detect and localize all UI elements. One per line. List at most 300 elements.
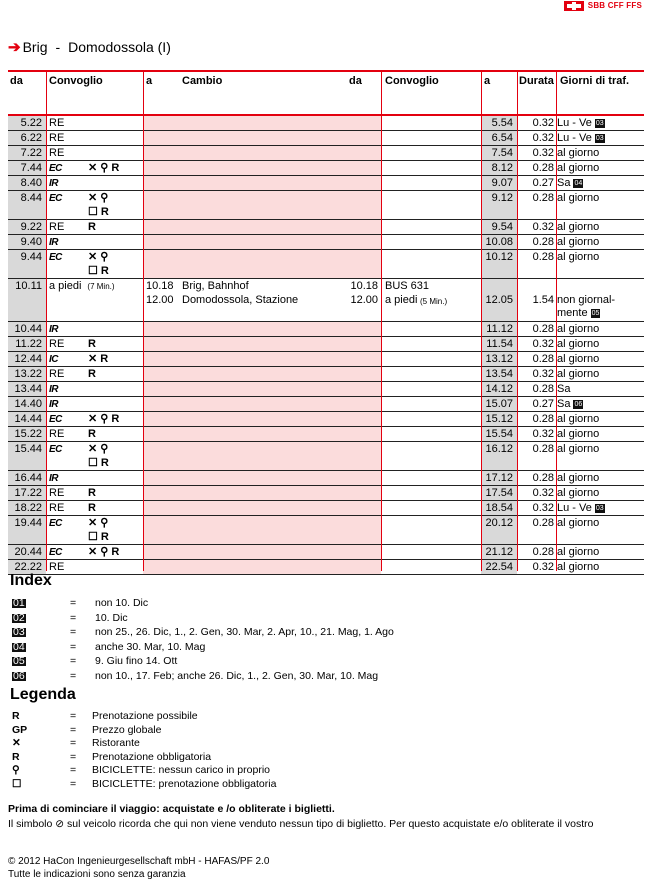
train-type-label: RE (49, 132, 65, 144)
service-icons: ✕ ⚲ R (88, 546, 120, 558)
note-badge: 03 (595, 119, 604, 127)
note-badge: 05 (13, 655, 25, 667)
service-days-label: al giorno (557, 413, 600, 425)
note-badge: 02 (13, 611, 25, 624)
table-row (8, 367, 644, 382)
train-type (49, 368, 64, 381)
departure-time: 11.22 (15, 338, 42, 350)
service-icons: ✕ R (88, 353, 109, 365)
arrival-time: 10.08 (485, 236, 513, 248)
header-da2: da (349, 75, 362, 87)
service-days-label: al giorno (557, 147, 600, 159)
swiss-flag-icon (564, 1, 584, 11)
service-icons: ✕ ⚲ R (88, 413, 120, 425)
legend-equals: = (70, 710, 77, 722)
arrival-time: 14.12 (485, 383, 513, 395)
notice-title: Prima di cominciare il viaggio: acquistate e /o obliterate i biglietti. (8, 803, 335, 815)
table-row (8, 382, 644, 397)
change-station: Brig, Bahnhof (182, 280, 249, 292)
train-type (49, 398, 58, 411)
service-days-label: al giorno (557, 472, 600, 484)
service-days (557, 413, 599, 426)
arrival-time: 13.54 (485, 368, 513, 380)
departure-time: 14.40 (14, 398, 42, 410)
duration: 0.28 (532, 236, 554, 248)
service-days (557, 487, 599, 500)
legend-text: Prezzo globale (92, 723, 162, 736)
footer-copyright: © 2012 HaCon Ingenieurgesellschaft mbH - HAFAS/PF 2.0 (8, 856, 270, 867)
train-type (49, 472, 58, 485)
service-days (557, 561, 599, 574)
legend-symbol: ☐ (12, 777, 22, 790)
change-cell-bg (143, 501, 381, 515)
arrival-time: 15.54 (485, 428, 513, 440)
departure-time: 14.44 (14, 413, 42, 425)
service-days-label: al giorno (557, 368, 600, 380)
service-days (557, 338, 599, 351)
service-days (557, 162, 599, 175)
duration: 0.28 (532, 413, 554, 425)
train-type (49, 132, 64, 145)
change-time: 10.18 (146, 280, 174, 292)
change-train: a piedi (385, 294, 418, 306)
service-icons: ☐ R (88, 206, 109, 218)
column-divider (517, 70, 518, 571)
table-row (8, 337, 644, 352)
service-icons: ✕ ⚲ (88, 251, 109, 263)
service-days (557, 502, 605, 515)
arrival-time: 9.12 (491, 192, 513, 204)
change-cell-bg (143, 131, 381, 145)
legend-title: Legenda (10, 686, 76, 703)
train-type (49, 428, 64, 441)
change-train: BUS 631 (385, 280, 430, 292)
departure-time: 15.22 (14, 428, 42, 440)
departure-time: 13.44 (14, 383, 42, 395)
table-row (8, 352, 644, 367)
service-days-label: Lu - Ve (557, 117, 592, 129)
duration: 0.28 (532, 546, 554, 558)
train-type (49, 236, 58, 249)
departure-time: 7.44 (20, 162, 42, 174)
departure-time: 5.22 (20, 117, 42, 129)
train-type-label: IR (49, 178, 58, 189)
train-type-label: RE (49, 368, 65, 380)
duration: 0.28 (532, 472, 554, 484)
service-icons: R (88, 221, 96, 233)
train-type-label: RE (49, 147, 65, 159)
header-convoglio2: Convoglio (385, 75, 439, 87)
header-cambio: Cambio (182, 75, 223, 87)
departure-time: 9.22 (20, 221, 42, 233)
train-type-label: RE (49, 428, 65, 440)
table-row (8, 397, 644, 412)
change-cell-bg (143, 220, 381, 234)
service-days-label: al giorno (557, 443, 600, 455)
arrival-time: 11.12 (486, 323, 513, 335)
legend-text: Prenotazione obbligatoria (92, 750, 212, 763)
arrival-time: 13.12 (485, 353, 513, 365)
index-equals: = (70, 640, 77, 653)
legend-symbol: GP (12, 723, 28, 736)
service-icons: R (88, 368, 96, 380)
route-separator: - (55, 39, 61, 55)
index-equals: = (70, 669, 77, 682)
table-row (8, 131, 644, 146)
train-type (49, 251, 62, 264)
timetable (8, 70, 644, 571)
index-text: non 10., 17. Feb; anche 26. Dic, 1., 2. Gen, 30. Mar, 10. Mag (95, 669, 379, 682)
service-days-label: al giorno (557, 517, 600, 529)
service-days (557, 517, 599, 530)
duration: 0.27 (532, 177, 554, 189)
arrival-time: 17.12 (485, 472, 513, 484)
service-days-label: al giorno (557, 487, 600, 499)
legend-text: Ristorante (92, 737, 140, 749)
change-dep-time: 12.00 (350, 294, 378, 306)
table-row (8, 176, 644, 191)
train-type-label: EC (49, 414, 62, 425)
change-cell-bg (143, 545, 381, 559)
note-badge: 06 (13, 669, 25, 682)
departure-time: 9.44 (20, 251, 42, 263)
service-days-label: Sa (557, 177, 571, 189)
train-type-label: RE (49, 561, 65, 573)
index-equals: = (70, 611, 77, 624)
departure-time: 19.44 (14, 517, 42, 529)
change-time: 12.00 (146, 294, 174, 306)
train-type-label: RE (49, 338, 65, 350)
service-days-label: Sa (557, 398, 571, 410)
table-row (8, 146, 644, 161)
table-header (8, 70, 644, 116)
duration: 0.28 (532, 251, 554, 263)
train-type-label: IR (49, 384, 58, 395)
index-text: anche 30. Mar, 10. Mag (95, 640, 206, 653)
change-cell-bg (143, 397, 381, 411)
train-type-label: RE (49, 502, 65, 514)
table-row (8, 516, 644, 545)
arrival-time: 12.05 (485, 294, 513, 306)
service-icons: R (88, 428, 96, 440)
train-type (49, 177, 58, 190)
departure-time: 7.22 (20, 147, 42, 159)
duration: 0.32 (532, 221, 554, 233)
service-days-label: Sa (557, 383, 571, 395)
header-giorni: Giorni di traf. (560, 75, 630, 87)
service-days-label: al giorno (557, 251, 600, 263)
train-type-label: EC (49, 547, 62, 558)
service-days (557, 147, 599, 160)
service-days-label: al giorno (557, 221, 600, 233)
train-type (49, 353, 58, 366)
service-days (557, 294, 615, 307)
column-divider (381, 70, 382, 571)
change-cell-bg (143, 367, 381, 381)
walk-note: (7 Min.) (87, 282, 115, 291)
train-type-label: EC (49, 193, 62, 204)
departure-time: 8.40 (20, 177, 42, 189)
index-text: non 10. Dic (95, 597, 149, 609)
duration: 0.28 (532, 162, 554, 174)
note-badge: 04 (574, 179, 583, 187)
change-cell-bg (143, 516, 381, 544)
duration: 0.32 (532, 428, 554, 440)
departure-time: 16.44 (14, 472, 42, 484)
service-days (557, 443, 599, 456)
change-cell-bg (143, 427, 381, 441)
change-cell-bg (143, 161, 381, 175)
note-badge: 03 (13, 626, 25, 638)
service-days-label: mente (557, 307, 588, 319)
duration: 0.28 (532, 443, 554, 455)
train-type (49, 323, 58, 336)
service-icons: R (88, 502, 96, 514)
table-row (8, 442, 644, 471)
service-days-label: non giornal- (557, 294, 616, 306)
change-cell-bg (143, 560, 381, 574)
train-type (49, 147, 64, 160)
header-durata: Durata (519, 75, 554, 87)
legend-symbol: ⚲ (12, 764, 20, 776)
service-days (557, 398, 583, 411)
departure-time: 10.44 (14, 323, 42, 335)
arrival-time: 17.54 (485, 487, 513, 499)
arrival-time: 10.12 (485, 251, 513, 263)
duration: 0.27 (532, 398, 554, 410)
header-a2: a (484, 75, 491, 87)
table-row (8, 501, 644, 516)
column-divider (143, 70, 144, 571)
legend-symbol: R (12, 710, 20, 722)
train-type (49, 383, 58, 396)
departure-time: 10.11 (15, 280, 42, 292)
change-cell-bg (143, 146, 381, 160)
index-title: Index (10, 572, 52, 589)
change-cell-bg (143, 471, 381, 485)
arrival-time: 18.54 (485, 502, 513, 514)
service-days (557, 368, 599, 381)
legend-text: BICICLETTE: prenotazione obbligatoria (92, 777, 277, 790)
train-type (49, 413, 62, 426)
change-cell-bg (143, 412, 381, 426)
service-days-label: al giorno (557, 323, 600, 335)
departure-time: 12.44 (14, 353, 42, 365)
table-row (8, 250, 644, 279)
train-type (49, 221, 64, 234)
arrow-right-icon: ➔ (8, 39, 21, 56)
arrival-time: 7.54 (491, 147, 513, 159)
service-days-label: al giorno (557, 428, 600, 440)
arrival-time: 15.07 (485, 398, 513, 410)
service-days (557, 546, 599, 559)
notice-text: Il simbolo ⊘ sul veicolo ricorda che qui non viene venduto nessun tipo di biglietto. Per questo acquistate e/o obliterate il vostro (8, 818, 594, 830)
legend-symbol: ✕ (12, 737, 21, 749)
train-type (49, 338, 64, 351)
duration: 0.28 (532, 353, 554, 365)
service-icons: ☐ R (88, 531, 109, 543)
legend-symbol: R (12, 750, 20, 763)
duration: 0.32 (532, 338, 554, 350)
service-days (557, 383, 570, 396)
service-days (557, 323, 599, 336)
header-convoglio: Convoglio (49, 75, 103, 87)
table-row (8, 161, 644, 176)
duration: 0.28 (532, 192, 554, 204)
route-title (8, 38, 171, 56)
arrival-time: 20.12 (485, 517, 513, 529)
duration: 0.28 (532, 517, 554, 529)
service-icons: ✕ ⚲ (88, 192, 109, 204)
departure-time: 17.22 (14, 487, 42, 499)
service-days-label: al giorno (557, 546, 600, 558)
train-type-label: IR (49, 237, 58, 248)
sbb-logo (564, 0, 642, 11)
route-from: Brig (22, 39, 48, 55)
header-da: da (10, 75, 23, 87)
table-row (8, 116, 644, 131)
arrival-time: 9.07 (491, 177, 513, 189)
train-type (49, 117, 64, 130)
duration: 0.32 (532, 487, 554, 499)
departure-time: 18.22 (14, 502, 42, 514)
train-type (49, 443, 62, 456)
service-icons: ✕ ⚲ (88, 443, 109, 455)
note-badge: 03 (595, 504, 604, 512)
table-body (8, 116, 644, 575)
service-days-label: al giorno (557, 192, 600, 204)
arrival-time: 16.12 (485, 443, 513, 455)
train-type-label: RE (49, 487, 65, 499)
service-icons: ✕ ⚲ (88, 517, 109, 529)
service-days-label: al giorno (557, 338, 600, 350)
service-days-label: Lu - Ve (557, 502, 592, 514)
table-row (8, 220, 644, 235)
route-to: Domodossola (I) (68, 39, 171, 55)
train-type-label: IR (49, 473, 58, 484)
arrival-time: 8.12 (491, 162, 513, 174)
departure-time: 15.44 (14, 443, 42, 455)
train-type (49, 546, 62, 559)
note-badge: 04 (13, 640, 25, 653)
index-text: 9. Giu fino 14. Ott (95, 655, 178, 667)
change-cell-bg (143, 322, 381, 336)
duration: 0.32 (532, 502, 554, 514)
legend-equals: = (70, 750, 77, 763)
walk-note: (5 Min.) (420, 297, 448, 306)
arrival-time: 9.54 (491, 221, 513, 233)
service-days (557, 221, 599, 234)
change-cell-bg (143, 382, 381, 396)
train-type-label: EC (49, 163, 62, 174)
train-type-label: IC (49, 354, 58, 365)
train-type-label: a piedi (49, 280, 82, 292)
arrival-time: 15.12 (485, 413, 513, 425)
departure-time: 6.22 (20, 132, 42, 144)
service-days-label: al giorno (557, 353, 600, 365)
column-divider (46, 70, 47, 571)
column-divider (556, 70, 557, 571)
train-type (49, 517, 62, 530)
departure-time: 13.22 (14, 368, 42, 380)
index-text: 10. Dic (95, 611, 128, 624)
train-type-label: RE (49, 117, 65, 129)
duration: 0.32 (532, 561, 554, 573)
service-icons: ☐ R (88, 265, 109, 277)
legend-equals: = (70, 764, 77, 776)
departure-time: 8.44 (20, 192, 42, 204)
change-cell-bg (143, 442, 381, 470)
legend-equals: = (70, 723, 77, 736)
service-days (557, 117, 605, 130)
table-row (8, 486, 644, 501)
change-cell-bg (143, 337, 381, 351)
duration: 0.28 (532, 323, 554, 335)
train-type (49, 162, 62, 175)
departure-time: 9.40 (20, 236, 42, 248)
arrival-time: 5.54 (491, 117, 513, 129)
service-days (557, 353, 599, 366)
train-type-label: IR (49, 324, 58, 335)
service-days (557, 307, 600, 320)
service-days (557, 132, 605, 145)
train-type (49, 280, 115, 293)
table-row (8, 235, 644, 250)
change-cell-bg (143, 191, 381, 219)
table-row (8, 545, 644, 560)
table-row (8, 279, 644, 322)
train-type-label: EC (49, 518, 62, 529)
legend-equals: = (70, 777, 77, 790)
arrival-time: 21.12 (485, 546, 513, 558)
service-days (557, 251, 599, 264)
departure-time: 20.44 (14, 546, 42, 558)
change-cell-bg (143, 486, 381, 500)
change-dep-time: 10.18 (350, 280, 378, 292)
arrival-time: 6.54 (491, 132, 513, 144)
column-divider (481, 70, 482, 571)
service-icons: ✕ ⚲ R (88, 162, 120, 174)
service-days (557, 192, 599, 205)
service-days-label: Lu - Ve (557, 132, 592, 144)
change-cell-bg (143, 116, 381, 130)
service-icons: R (88, 338, 96, 350)
service-days (557, 472, 599, 485)
table-row (8, 427, 644, 442)
duration: 0.32 (532, 147, 554, 159)
legend-text: Prenotazione possibile (92, 710, 198, 722)
index-equals: = (70, 626, 77, 638)
duration: 0.32 (532, 117, 554, 129)
train-type-label: EC (49, 444, 62, 455)
train-type (49, 502, 64, 515)
train-type-label: EC (49, 252, 62, 263)
index-equals: = (70, 655, 77, 667)
note-badge: 05 (591, 309, 600, 317)
note-badge: 03 (595, 134, 604, 142)
table-row (8, 191, 644, 220)
service-days-label: al giorno (557, 162, 600, 174)
duration: 0.32 (532, 368, 554, 380)
change-cell-bg (143, 235, 381, 249)
footer-note: Tutte le indicazioni sono senza garanzia (8, 869, 186, 880)
service-days (557, 177, 583, 190)
train-type-label: IR (49, 399, 58, 410)
table-row (8, 560, 644, 575)
train-type (49, 487, 64, 500)
arrival-time: 22.54 (485, 561, 513, 573)
change-cell-bg (143, 176, 381, 190)
